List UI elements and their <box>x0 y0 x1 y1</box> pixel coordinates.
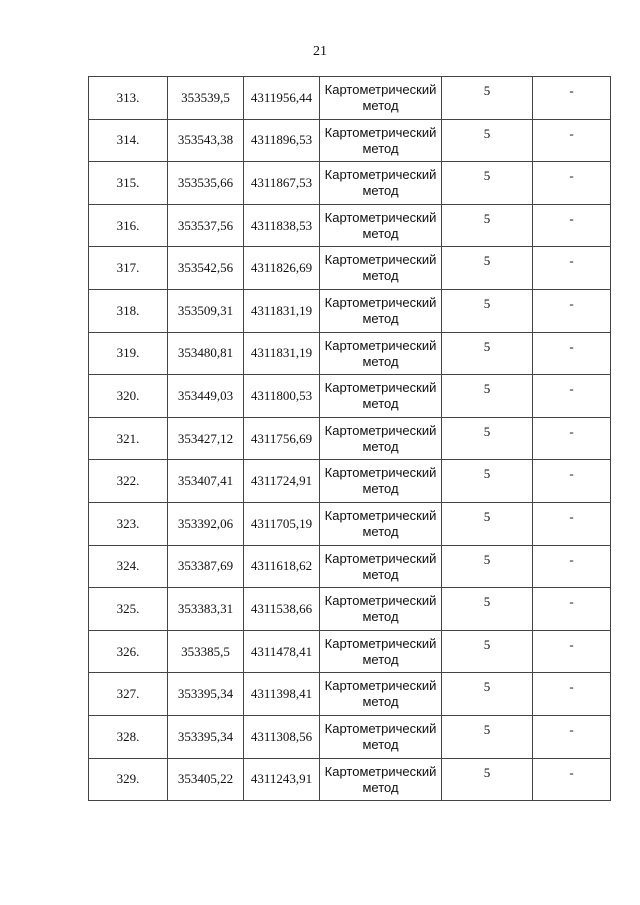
method-cell: Картометрический метод <box>320 162 442 205</box>
y-coordinate-cell: 4311398,41 <box>244 673 320 716</box>
y-coordinate-cell: 4311956,44 <box>244 77 320 120</box>
table-row <box>89 630 611 673</box>
table-row <box>89 715 611 758</box>
method-cell: Картометрический метод <box>320 375 442 418</box>
method-cell: Картометрический метод <box>320 289 442 332</box>
y-coordinate-cell: 4311243,91 <box>244 758 320 801</box>
table-row <box>89 588 611 631</box>
x-coordinate-cell: 353542,56 <box>168 247 244 290</box>
method-cell: Картометрический метод <box>320 630 442 673</box>
note-cell: - <box>533 588 611 631</box>
accuracy-cell: 5 <box>442 460 533 503</box>
accuracy-cell: 5 <box>442 162 533 205</box>
note-cell: - <box>533 119 611 162</box>
x-coordinate-cell: 353405,22 <box>168 758 244 801</box>
note-cell: - <box>533 715 611 758</box>
x-coordinate-cell: 353387,69 <box>168 545 244 588</box>
note-cell: - <box>533 375 611 418</box>
note-cell: - <box>533 247 611 290</box>
point-number-cell: 329. <box>89 758 168 801</box>
point-number-cell: 316. <box>89 204 168 247</box>
accuracy-cell: 5 <box>442 204 533 247</box>
y-coordinate-cell: 4311831,19 <box>244 289 320 332</box>
x-coordinate-cell: 353509,31 <box>168 289 244 332</box>
note-cell: - <box>533 673 611 716</box>
accuracy-cell: 5 <box>442 332 533 375</box>
note-cell: - <box>533 460 611 503</box>
x-coordinate-cell: 353395,34 <box>168 715 244 758</box>
x-coordinate-cell: 353535,66 <box>168 162 244 205</box>
page-number: 21 <box>313 44 327 59</box>
point-number-cell: 327. <box>89 673 168 716</box>
y-coordinate-cell: 4311826,69 <box>244 247 320 290</box>
coordinates-table <box>88 76 611 801</box>
point-number-cell: 313. <box>89 77 168 120</box>
y-coordinate-cell: 4311308,56 <box>244 715 320 758</box>
coordinates-table-body <box>89 77 611 801</box>
table-row <box>89 247 611 290</box>
point-number-cell: 324. <box>89 545 168 588</box>
table-row <box>89 204 611 247</box>
note-cell: - <box>533 204 611 247</box>
note-cell: - <box>533 630 611 673</box>
accuracy-cell: 5 <box>442 417 533 460</box>
table-row <box>89 77 611 120</box>
accuracy-cell: 5 <box>442 588 533 631</box>
method-cell: Картометрический метод <box>320 460 442 503</box>
accuracy-cell: 5 <box>442 630 533 673</box>
table-row <box>89 332 611 375</box>
y-coordinate-cell: 4311724,91 <box>244 460 320 503</box>
table-row <box>89 289 611 332</box>
note-cell: - <box>533 162 611 205</box>
x-coordinate-cell: 353383,31 <box>168 588 244 631</box>
table-row <box>89 545 611 588</box>
note-cell: - <box>533 289 611 332</box>
method-cell: Картометрический метод <box>320 247 442 290</box>
x-coordinate-cell: 353449,03 <box>168 375 244 418</box>
table-row <box>89 502 611 545</box>
table-row <box>89 673 611 716</box>
x-coordinate-cell: 353395,34 <box>168 673 244 716</box>
point-number-cell: 319. <box>89 332 168 375</box>
table-row <box>89 119 611 162</box>
x-coordinate-cell: 353385,5 <box>168 630 244 673</box>
note-cell: - <box>533 758 611 801</box>
method-cell: Картометрический метод <box>320 417 442 460</box>
x-coordinate-cell: 353427,12 <box>168 417 244 460</box>
y-coordinate-cell: 4311831,19 <box>244 332 320 375</box>
method-cell: Картометрический метод <box>320 545 442 588</box>
method-cell: Картометрический метод <box>320 673 442 716</box>
point-number-cell: 314. <box>89 119 168 162</box>
method-cell: Картометрический метод <box>320 588 442 631</box>
method-cell: Картометрический метод <box>320 332 442 375</box>
x-coordinate-cell: 353543,38 <box>168 119 244 162</box>
point-number-cell: 328. <box>89 715 168 758</box>
point-number-cell: 322. <box>89 460 168 503</box>
table-row <box>89 375 611 418</box>
accuracy-cell: 5 <box>442 545 533 588</box>
note-cell: - <box>533 417 611 460</box>
x-coordinate-cell: 353407,41 <box>168 460 244 503</box>
method-cell: Картометрический метод <box>320 715 442 758</box>
x-coordinate-cell: 353537,56 <box>168 204 244 247</box>
y-coordinate-cell: 4311478,41 <box>244 630 320 673</box>
accuracy-cell: 5 <box>442 715 533 758</box>
table-row <box>89 758 611 801</box>
accuracy-cell: 5 <box>442 77 533 120</box>
y-coordinate-cell: 4311538,66 <box>244 588 320 631</box>
point-number-cell: 318. <box>89 289 168 332</box>
accuracy-cell: 5 <box>442 247 533 290</box>
method-cell: Картометрический метод <box>320 204 442 247</box>
y-coordinate-cell: 4311800,53 <box>244 375 320 418</box>
y-coordinate-cell: 4311618,62 <box>244 545 320 588</box>
point-number-cell: 315. <box>89 162 168 205</box>
accuracy-cell: 5 <box>442 119 533 162</box>
x-coordinate-cell: 353480,81 <box>168 332 244 375</box>
accuracy-cell: 5 <box>442 289 533 332</box>
point-number-cell: 317. <box>89 247 168 290</box>
x-coordinate-cell: 353539,5 <box>168 77 244 120</box>
method-cell: Картометрический метод <box>320 119 442 162</box>
accuracy-cell: 5 <box>442 758 533 801</box>
note-cell: - <box>533 332 611 375</box>
note-cell: - <box>533 545 611 588</box>
point-number-cell: 325. <box>89 588 168 631</box>
point-number-cell: 320. <box>89 375 168 418</box>
method-cell: Картометрический метод <box>320 758 442 801</box>
accuracy-cell: 5 <box>442 502 533 545</box>
note-cell: - <box>533 502 611 545</box>
y-coordinate-cell: 4311838,53 <box>244 204 320 247</box>
table-row <box>89 460 611 503</box>
accuracy-cell: 5 <box>442 375 533 418</box>
y-coordinate-cell: 4311867,53 <box>244 162 320 205</box>
point-number-cell: 323. <box>89 502 168 545</box>
note-cell: - <box>533 77 611 120</box>
accuracy-cell: 5 <box>442 673 533 716</box>
y-coordinate-cell: 4311705,19 <box>244 502 320 545</box>
y-coordinate-cell: 4311896,53 <box>244 119 320 162</box>
point-number-cell: 321. <box>89 417 168 460</box>
x-coordinate-cell: 353392,06 <box>168 502 244 545</box>
y-coordinate-cell: 4311756,69 <box>244 417 320 460</box>
method-cell: Картометрический метод <box>320 77 442 120</box>
table-row <box>89 417 611 460</box>
table-row <box>89 162 611 205</box>
point-number-cell: 326. <box>89 630 168 673</box>
method-cell: Картометрический метод <box>320 502 442 545</box>
